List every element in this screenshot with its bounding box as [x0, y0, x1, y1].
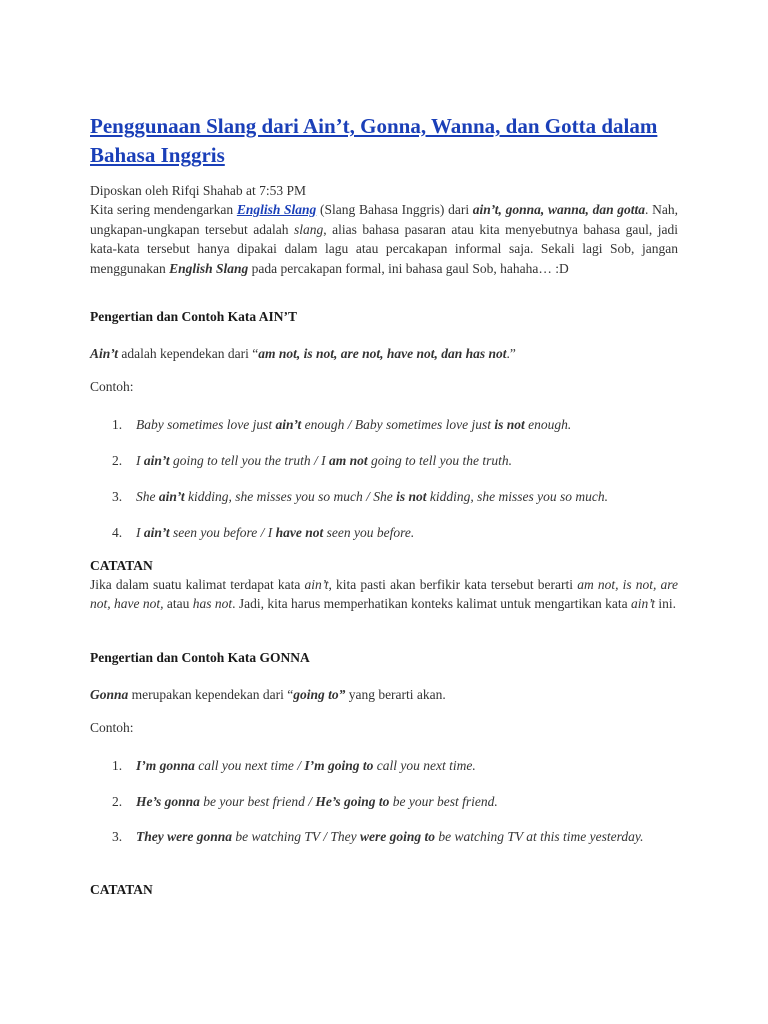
catatan-note-aint — [90, 575, 678, 613]
def-text: .” — [506, 346, 516, 361]
note-text: ini. — [655, 596, 677, 611]
list-number: 4. — [112, 525, 123, 540]
section-heading-aint: Pengertian dan Contoh Kata AIN’T — [90, 309, 298, 324]
item-text: be your best friend / — [199, 794, 316, 809]
item-bold: ain’t — [143, 453, 170, 468]
item-bold: I’m gonna — [136, 758, 195, 773]
item-text: be watching TV at this time yesterday. — [435, 829, 644, 844]
def-emphasis: going to” — [293, 687, 346, 702]
list-number: 2. — [112, 453, 123, 468]
intro-emphasis: English Slang — [169, 260, 249, 276]
item-bold: They were gonna — [136, 829, 232, 844]
intro-text: (Slang Bahasa Inggris) dari — [316, 202, 473, 217]
item-bold: He’s gonna — [136, 794, 200, 809]
def-emphasis: am not, is not, are not, have not, dan has not — [258, 346, 507, 361]
def-word: Gonna — [90, 687, 129, 702]
item-bold: ain’t — [275, 417, 302, 432]
def-text: adalah kependekan dari “ — [118, 346, 259, 361]
contoh-label-aint: Contoh: — [90, 379, 134, 394]
note-text: atau — [163, 596, 193, 611]
item-bold: ain’t — [143, 525, 170, 540]
note-emphasis: has not — [192, 596, 233, 611]
item-bold: ain’t — [158, 489, 185, 504]
section-heading-gonna: Pengertian dan Contoh Kata GONNA — [90, 650, 310, 665]
item-text: be watching TV / They — [232, 829, 360, 844]
list-number: 1. — [112, 758, 123, 773]
item-text: kidding, she misses you so much / She — [184, 489, 397, 504]
def-text: yang berarti akan. — [345, 687, 446, 702]
english-slang-link-1[interactable]: English Slang — [236, 202, 317, 217]
list-item — [112, 415, 652, 434]
list-item — [112, 523, 652, 542]
aint-definition — [90, 344, 678, 363]
gonna-definition — [90, 685, 678, 704]
list-item — [112, 756, 652, 775]
list-item — [112, 451, 652, 470]
item-text: I — [136, 453, 144, 468]
def-word: Ain’t — [90, 346, 119, 361]
item-text: going to tell you the truth. — [367, 453, 513, 468]
note-text: . Jadi, kita harus memperhatikan konteks kalimat untuk mengartikan kata — [232, 596, 632, 611]
note-text: , kita pasti akan berfikir kata tersebut berarti — [328, 577, 578, 592]
item-text: call you next time. — [373, 758, 476, 773]
list-number: 1. — [112, 417, 123, 432]
intro-emphasis: slang — [293, 221, 324, 237]
item-text: enough / Baby sometimes love just — [301, 417, 495, 432]
catatan-heading-gonna: CATATAN — [90, 882, 153, 897]
item-bold: is not — [494, 417, 525, 432]
item-text: Baby sometimes love just — [136, 417, 276, 432]
item-bold: I’m going to — [304, 758, 374, 773]
item-text: I — [136, 525, 144, 540]
intro-text: Kita sering mendengarkan — [90, 202, 237, 217]
item-bold: have not — [275, 525, 324, 540]
note-emphasis: ain’t — [631, 596, 656, 611]
list-item — [112, 827, 652, 846]
intro-text: , alias bahasa pasaran atau kita menyebutnya bahasa gaul, jadi kata-kata tersebut hanya dipakai dalam lagu atau percakapan informal saja. Sekali lagi Sob, jangan menggunakan — [90, 221, 678, 276]
item-bold: were going to — [360, 829, 436, 844]
list-item — [112, 487, 652, 506]
item-text: enough. — [524, 417, 572, 432]
list-number: 2. — [112, 794, 123, 809]
list-number: 3. — [112, 489, 123, 504]
item-text: seen you before. — [323, 525, 415, 540]
post-byline: Diposkan oleh Rifqi Shahab at 7:53 PM — [90, 183, 306, 198]
def-text: merupakan kependekan dari “ — [128, 687, 294, 702]
intro-text: pada percakapan formal, ini bahasa gaul Sob, hahaha… :D — [248, 260, 569, 276]
item-text: She — [136, 489, 159, 504]
note-emphasis: ain’t — [304, 577, 329, 592]
item-bold: is not — [396, 489, 427, 504]
note-text: Jika dalam suatu kalimat terdapat kata — [90, 577, 305, 592]
item-text: call you next time / — [194, 758, 305, 773]
intro-text: . Nah, ungkapan-ungkapan tersebut adalah — [90, 202, 678, 237]
article-title-link[interactable]: Penggunaan Slang dari Ain’t, Gonna, Wanna, dan Gotta dalam Bahasa Inggris — [90, 114, 658, 167]
intro-paragraph — [90, 200, 678, 278]
item-bold: am not — [329, 453, 368, 468]
contoh-label-gonna: Contoh: — [90, 720, 134, 735]
note-emphasis: am not, is not, are not, have not, — [90, 577, 678, 611]
item-text: seen you before / I — [169, 525, 276, 540]
item-text: kidding, she misses you so much. — [426, 489, 608, 504]
item-bold: He’s going to — [315, 794, 390, 809]
list-number: 3. — [112, 829, 123, 844]
list-item — [112, 792, 652, 811]
item-text: going to tell you the truth / I — [169, 453, 329, 468]
catatan-heading-aint: CATATAN — [90, 558, 153, 573]
intro-emphasis: ain’t, gonna, wanna, dan gotta — [472, 202, 646, 217]
item-text: be your best friend. — [389, 794, 498, 809]
